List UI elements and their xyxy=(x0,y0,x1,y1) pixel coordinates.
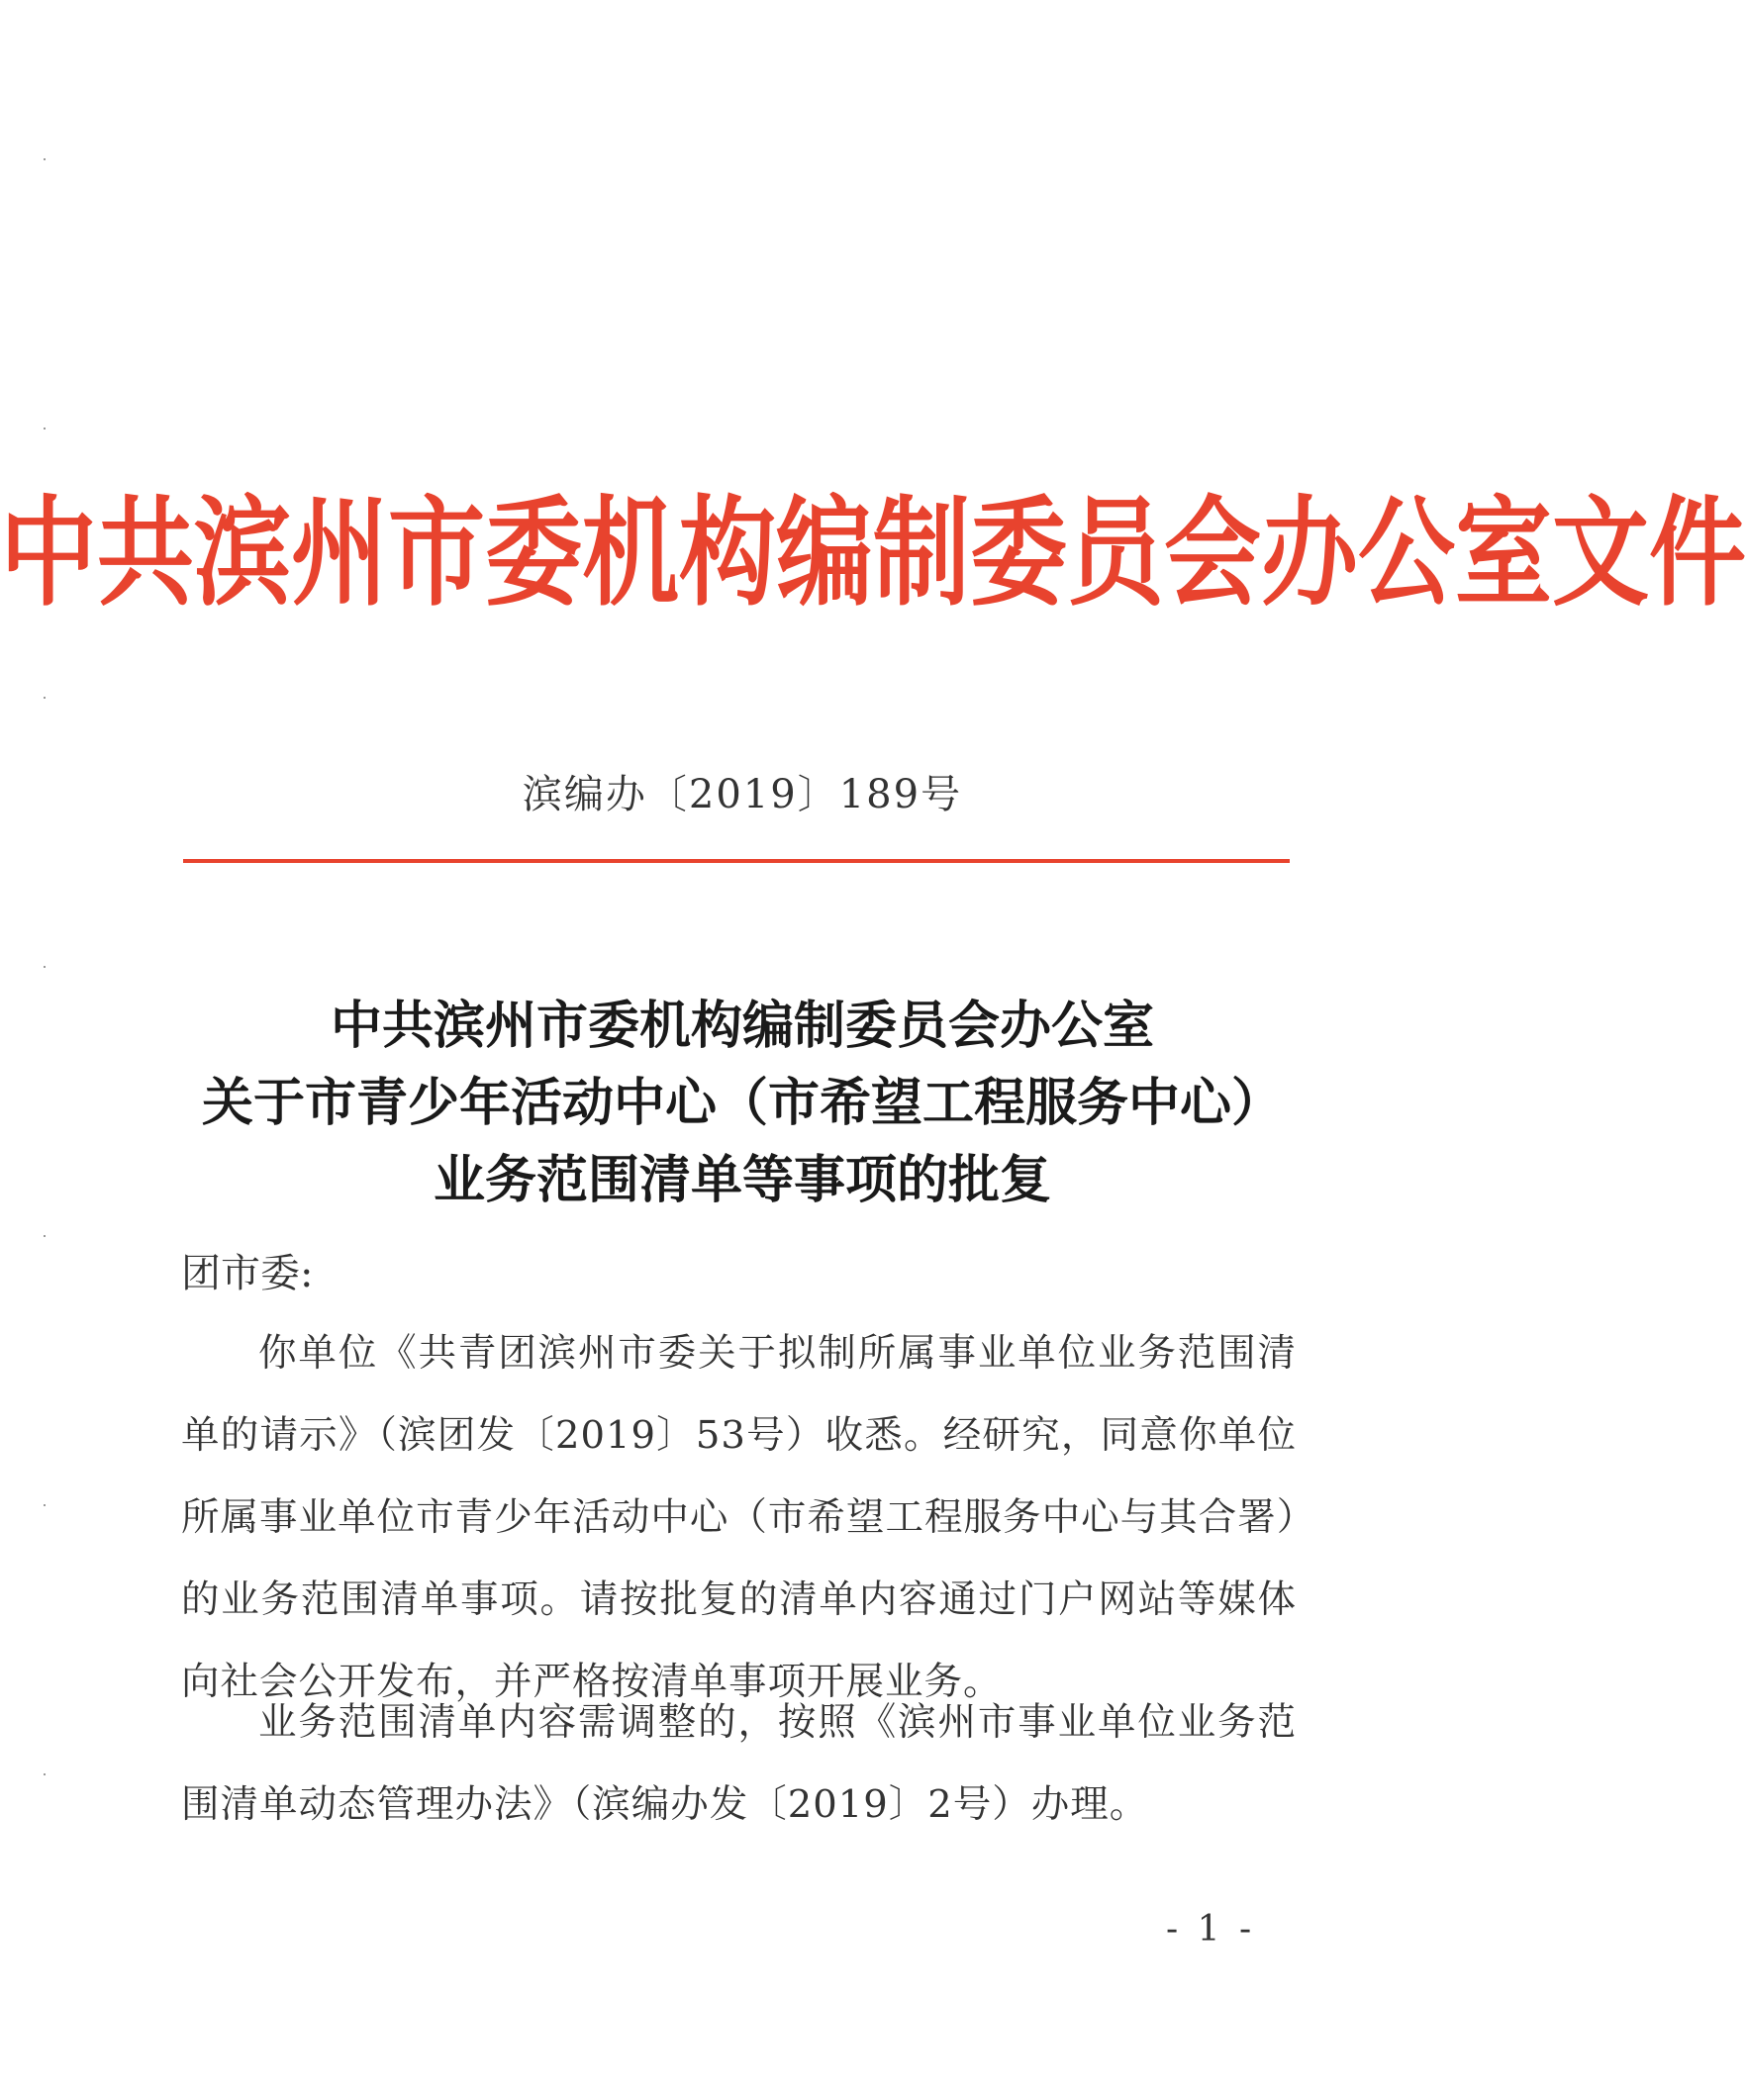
scan-margin-dot xyxy=(44,1773,46,1775)
scan-margin-dot xyxy=(44,697,46,699)
scan-margin-dot xyxy=(44,158,46,160)
scan-margin-dot xyxy=(44,1235,46,1237)
body-paragraph-1: 你单位《共青团滨州市委关于拟制所属事业单位业务范围清单的请示》（滨团发〔2019〕53号）收悉。经研究，同意你单位所属事业单位市青少年活动中心（市希望工程服务中心与其合署）的业务范围清单事项。请按批复的清单内容通过门户网站等媒体向社会公开发布，并严格按清单事项开展业务。 xyxy=(181,1331,1297,1704)
document-header-title: 中共滨州市委机构编制委员会办公室文件 xyxy=(0,485,1746,623)
title-line-2: 关于市青少年活动中心（市希望工程服务中心） xyxy=(201,1073,1283,1133)
title-line-3: 业务范围清单等事项的批复 xyxy=(433,1150,1051,1210)
scan-margin-dot xyxy=(44,966,46,968)
body-paragraph-2: 业务范围清单内容需调整的，按照《滨州市事业单位业务范围清单动态管理办法》（滨编办发〔2019〕2号）办理。 xyxy=(181,1700,1297,1827)
document-number: 滨编办〔2019〕189号 xyxy=(522,772,963,817)
scan-margin-dot xyxy=(44,428,46,430)
title-line-1: 中共滨州市委机构编制委员会办公室 xyxy=(330,996,1154,1056)
header-divider xyxy=(183,859,1290,863)
scan-margin-dot xyxy=(44,1504,46,1506)
page-number: - 1 - xyxy=(1166,1909,1256,1950)
addressee: 团市委: xyxy=(181,1251,314,1296)
document-title xyxy=(0,988,1485,1219)
